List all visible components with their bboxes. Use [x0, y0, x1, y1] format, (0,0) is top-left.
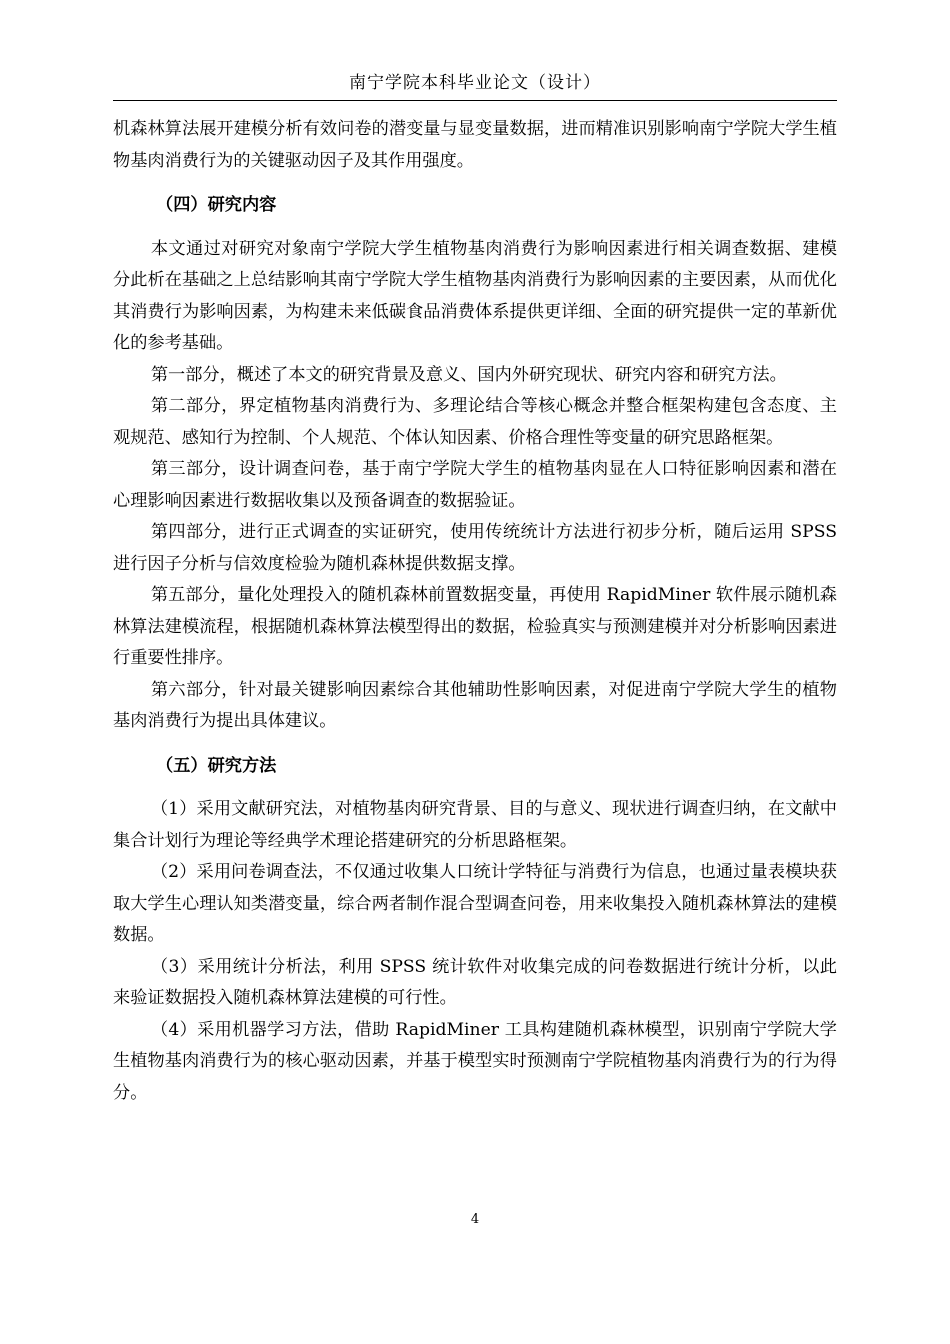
research-method-paragraph: （3）采用统计分析法，利用 SPSS 统计软件对收集完成的问卷数据进行统计分析，以此来验证数据投入随机森林算法建模的可行性。 — [113, 956, 837, 1008]
page-number: 4 — [470, 1212, 480, 1227]
research-method-paragraph: （2）采用问卷调查法，不仅通过收集人口统计学特征与消费行为信息，也通过量表模块获取大学生心理认知类潜变量，综合两者制作混合型调查问卷，用来收集投入随机森林算法的建模数据。 — [113, 862, 837, 945]
research-content-paragraph: 第四部分，进行正式调查的实证研究，使用传统统计方法进行初步分析，随后运用 SPSS 进行因子分析与信效度检验为随机森林提供数据支撑。 — [113, 522, 837, 574]
research-content-paragraph: 第二部分，界定植物基肉消费行为、多理论结合等核心概念并整合框架构建包含态度、主观规范、感知行为控制、个人规范、个体认知因素、价格合理性等变量的研究思路框架。 — [113, 396, 837, 448]
header-rule — [113, 100, 837, 101]
research-content-paragraph: 第三部分，设计调查问卷，基于南宁学院大学生的植物基肉显在人口特征影响因素和潜在心理影响因素进行数据收集以及预备调查的数据验证。 — [113, 459, 837, 511]
research-method-paragraph: （1）采用文献研究法，对植物基肉研究背景、目的与意义、现状进行调查归纳，在文献中集合计划行为理论等经典学术理论搭建研究的分析思路框架。 — [113, 799, 837, 851]
research-content-paragraph: 第五部分，量化处理投入的随机森林前置数据变量，再使用 RapidMiner 软件展示随机森林算法建模流程，根据随机森林算法模型得出的数据，检验真实与预测建模并对分析影响因素进行重要性排序。 — [113, 585, 837, 668]
research-content-paragraph: 第六部分，针对最关键影响因素综合其他辅助性影响因素，对促进南宁学院大学生的植物基肉消费行为提出具体建议。 — [113, 679, 837, 731]
section-heading-research-methods: （五）研究方法 — [156, 755, 277, 776]
page-body — [113, 114, 837, 1109]
research-content-paragraph: 第一部分，概述了本文的研究背景及意义、国内外研究现状、研究内容和研究方法。 — [150, 364, 787, 385]
intro-continuation-paragraph: 机森林算法展开建模分析有效问卷的潜变量与显变量数据，进而精准识别影响南宁学院大学生植物基肉消费行为的关键驱动因子及其作用强度。 — [113, 119, 837, 171]
research-content-paragraph: 本文通过对研究对象南宁学院大学生植物基肉消费行为影响因素进行相关调查数据、建模分此析在基础之上总结影响其南宁学院大学生植物基肉消费行为影响因素的主要因素，从而优化其消费行为影响因素，为构建未来低碳食品消费体系提供更详细、全面的研究提供一定的革新优化的参考基础。 — [113, 238, 837, 353]
section-heading-research-content: （四）研究内容 — [156, 195, 277, 215]
research-method-paragraph: （4）采用机器学习方法，借助 RapidMiner 工具构建随机森林模型，识别南宁学院大学生植物基肉消费行为的核心驱动因素，并基于模型实时预测南宁学院植物基肉消费行为的行为得分。 — [113, 1019, 837, 1103]
running-header: 南宁学院本科毕业论文（设计） — [349, 73, 601, 93]
